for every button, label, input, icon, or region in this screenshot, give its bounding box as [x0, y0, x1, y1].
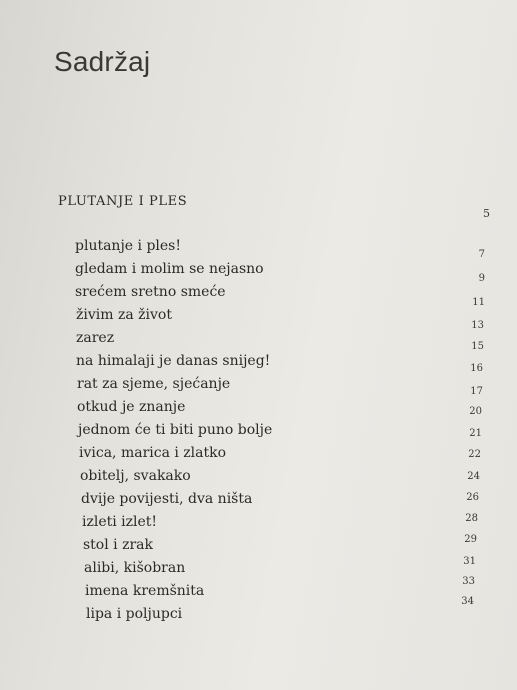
toc-entry-page-number: 7 — [478, 249, 485, 260]
toc-entry-page-number: 15 — [471, 341, 484, 352]
toc-entry-title: plutanje i ples! — [75, 238, 181, 254]
toc-entry-title: jednom će ti biti puno bolje — [78, 422, 273, 438]
toc-entry-title: na himalaji je danas snijeg! — [76, 353, 271, 369]
toc-entry-title: otkud je znanje — [77, 399, 186, 415]
toc-entry-page-number: 24 — [467, 471, 480, 482]
toc-entry-title: alibi, kišobran — [84, 560, 186, 576]
toc-entry-page-number: 13 — [471, 320, 484, 331]
toc-entry-page-number: 33 — [462, 576, 475, 587]
toc-entry-page-number: 34 — [461, 596, 474, 607]
toc-entry-title: lipa i poljupci — [86, 606, 183, 622]
toc-entry-page-number: 16 — [470, 363, 483, 374]
toc-entry-title: gledam i molim se nejasno — [75, 261, 264, 277]
toc-entry-page-number: 17 — [470, 386, 483, 397]
toc-entry-title: zarez — [76, 330, 115, 346]
toc-entry-title: imena kremšnita — [85, 583, 205, 599]
toc-entry-page-number: 31 — [463, 556, 476, 567]
toc-entry-title: izleti izlet! — [82, 514, 158, 530]
toc-entry-title: srećem sretno smeće — [75, 284, 226, 300]
toc-entry-title: obitelj, svakako — [80, 468, 191, 484]
toc-entry-page-number: 21 — [469, 428, 482, 439]
page-title: Sadržaj — [54, 46, 151, 77]
toc-entry-title: stol i zrak — [83, 537, 153, 553]
section-page-number: 5 — [483, 207, 490, 220]
toc-entry-title: dvije povijesti, dva ništa — [81, 491, 253, 507]
toc-entry-title: rat za sjeme, sjećanje — [77, 376, 231, 392]
toc-entry-page-number: 28 — [465, 513, 478, 524]
toc-entry-page-number: 9 — [478, 273, 485, 284]
section-title: PLUTANJE I PLES — [58, 194, 188, 209]
toc-entry-title: živim za život — [76, 307, 172, 323]
toc-entry-page-number: 26 — [466, 492, 479, 503]
toc-entry-page-number: 11 — [472, 297, 485, 308]
toc-entry-title: ivica, marica i zlatko — [79, 445, 227, 461]
toc-entry-page-number: 29 — [464, 534, 477, 545]
toc-entry-page-number: 20 — [469, 406, 482, 417]
toc-entry-page-number: 22 — [468, 449, 481, 460]
